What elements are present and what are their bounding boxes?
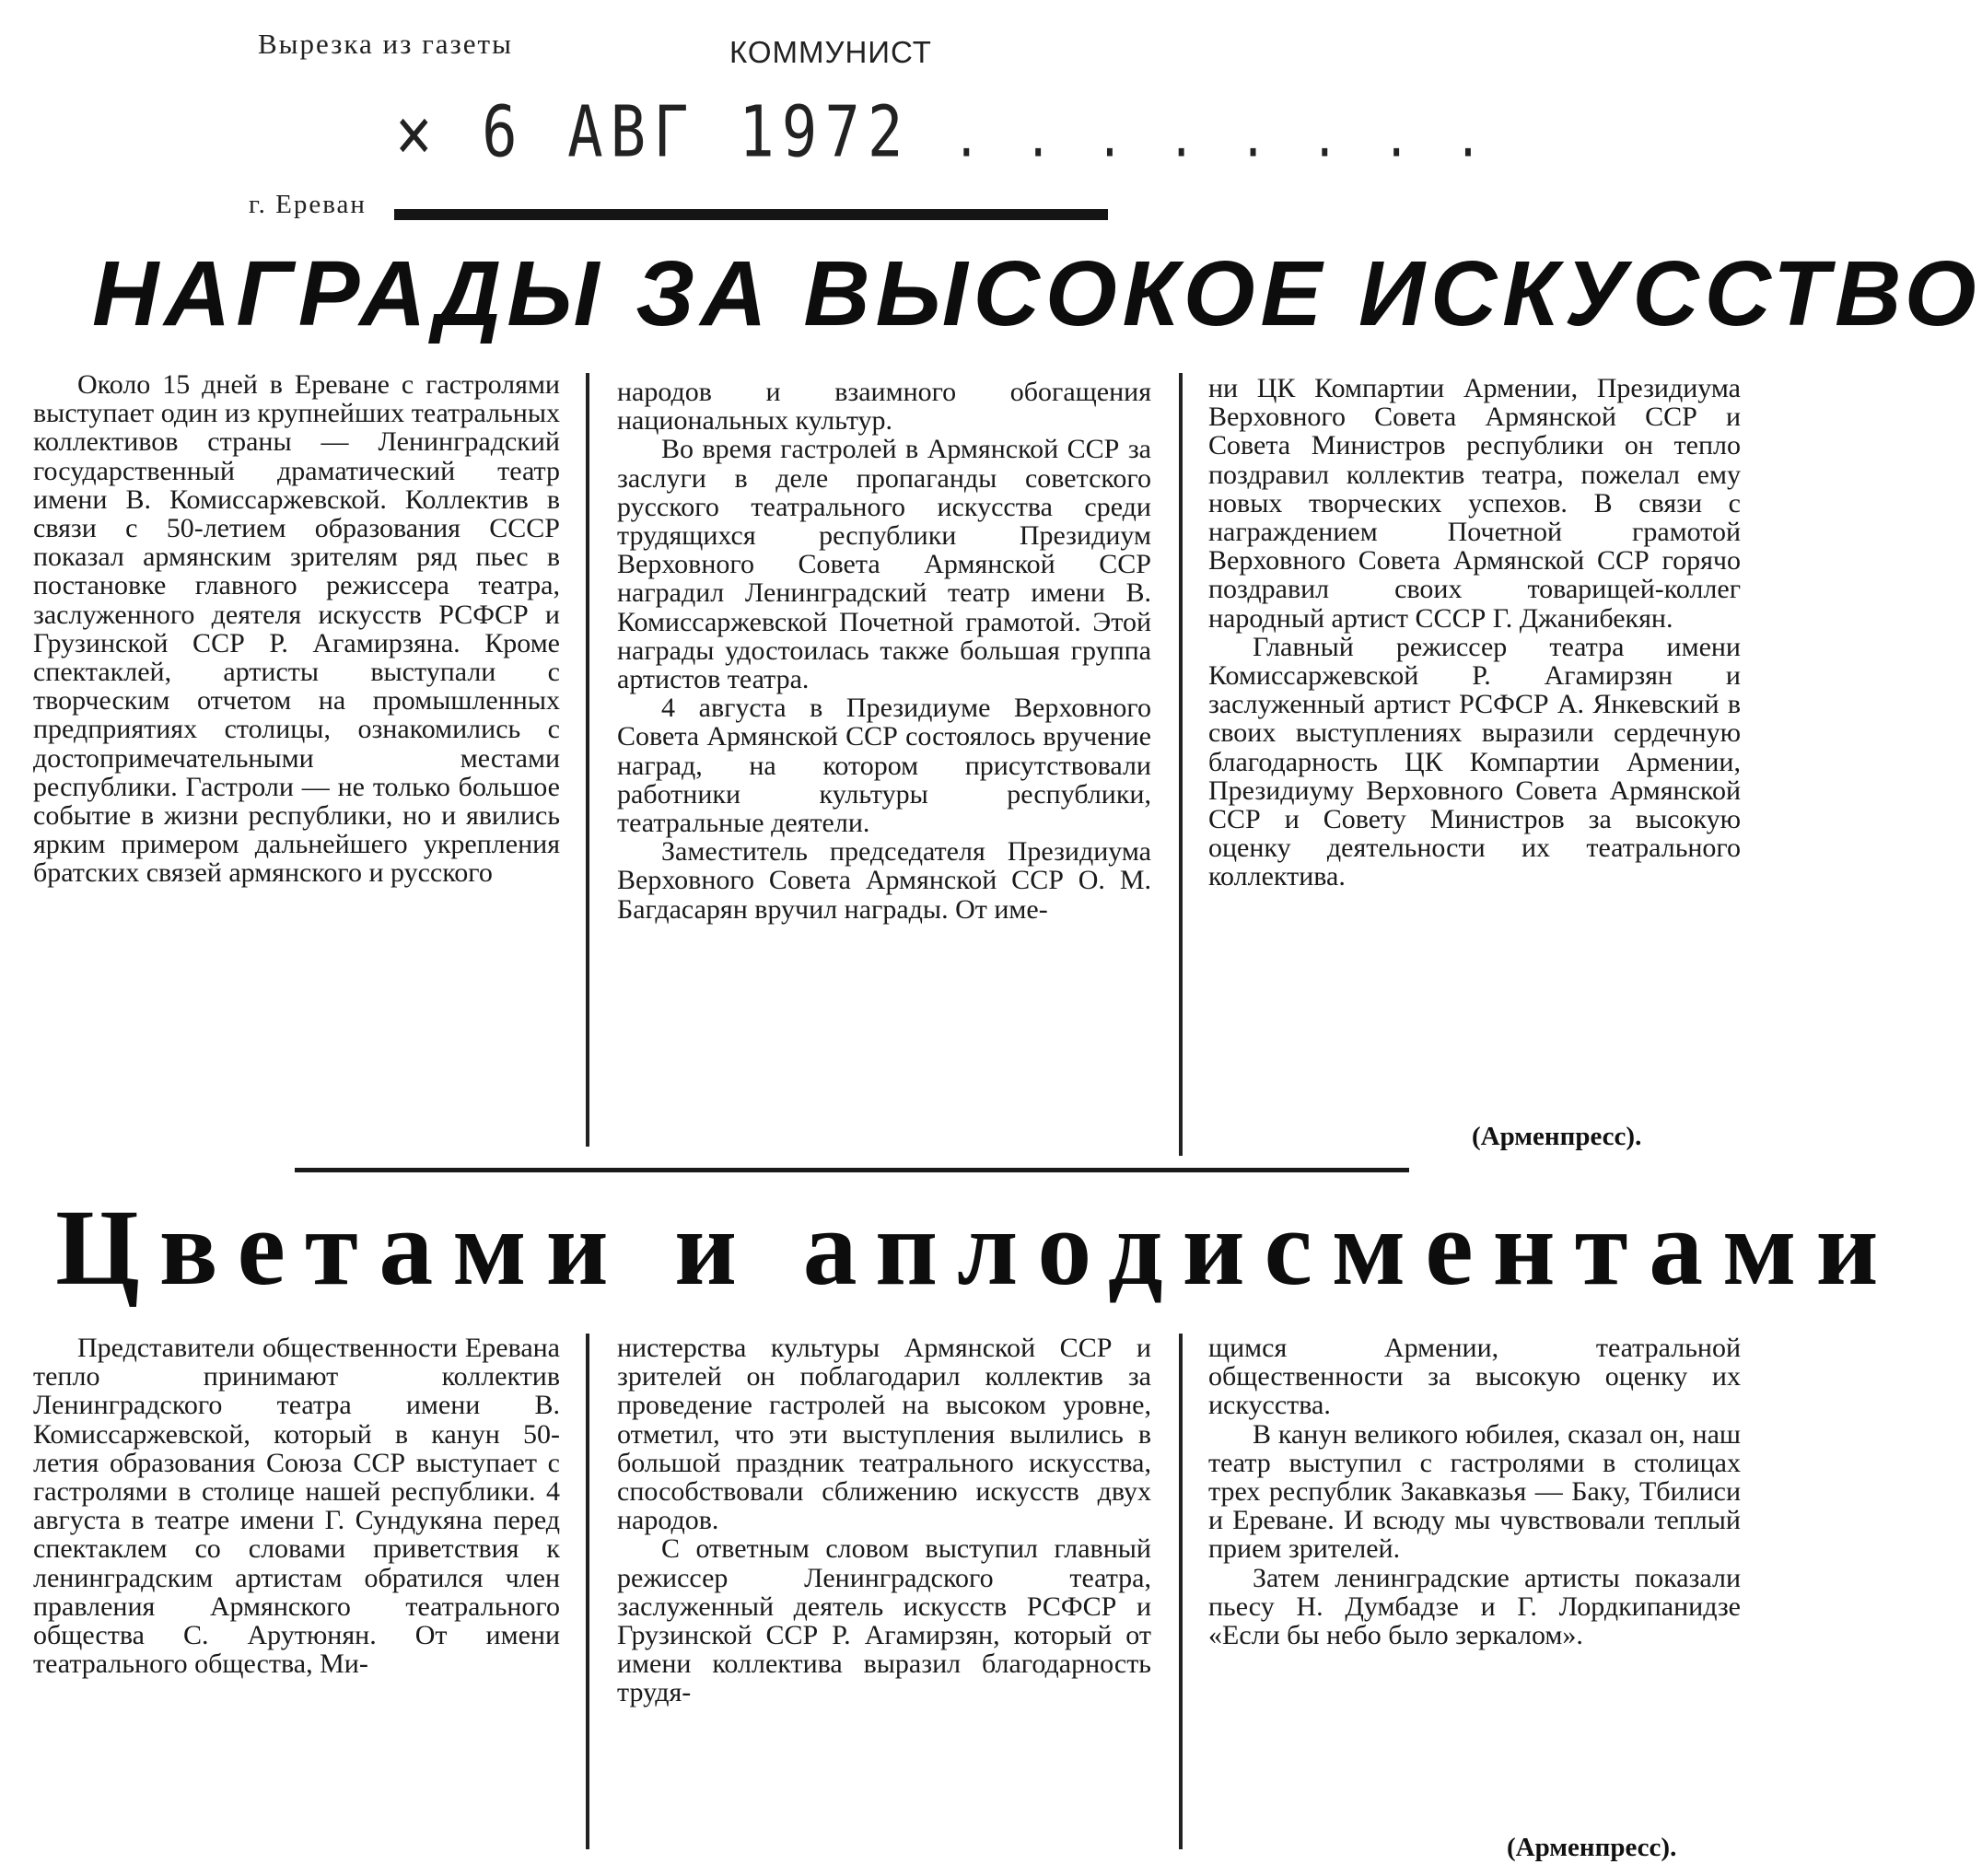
paragraph: Около 15 дней в Ереване с гастролями выступает один из крупнейших театральных коллективов страны — Ленинградский государственный драматический театр имени В. Комиссаржевской. Коллектив в связи с 50-летием образования СССР показал армянским зрителям ряд пьес в постановке главного режиссера театра, заслуженного деятеля искусств РСФСР и Грузинской ССР Р. Агамирзяна. Кроме спектаклей, артисты выступали с творческим отчетом на промышленных предприятиях столицы, ознакомились с достопримечательными местами республики. Гастроли — не только большое событие в жизни республики, но и явились ярким примером дальнейшего укрепления братских связей армянского и русского — [33, 369, 560, 889]
column-divider — [586, 373, 589, 1147]
article-2-credit: (Арменпресс). — [1507, 1833, 1677, 1862]
paragraph: народов и взаимного обогащения национальных культур. — [617, 377, 1151, 437]
clipping-label: Вырезка из газеты — [258, 28, 513, 60]
article-2-column-3 — [1208, 1334, 1741, 1649]
newspaper-name: КОММУНИСТ — [729, 35, 932, 69]
header-rule — [394, 209, 1108, 220]
paragraph: 4 августа в Президиуме Верховного Совета Армянской ССР состоялось вручение наград, на котором присутствовали работники культуры республики, театральные деятели. — [617, 693, 1151, 839]
article-2-column-2 — [617, 1334, 1151, 1707]
article-1-credit: (Арменпресс). — [1472, 1122, 1642, 1151]
paragraph: С ответным словом выступил главный режиссер Ленинградского театра, заслуженный деятель искусств РСФСР и Грузинской ССР Р. Агамирзян, который от имени коллектива выразил благодарность трудя- — [617, 1533, 1151, 1708]
date-stamp: ✕ 6 АВГ 1972 . . . . . . . . — [396, 92, 1491, 174]
article-1-column-3 — [1208, 374, 1741, 891]
column-divider — [1179, 373, 1183, 1156]
city-label: г. Ереван — [249, 190, 367, 219]
article-2-column-1 — [33, 1334, 560, 1678]
article-1-headline: НАГРАДЫ ЗА ВЫСОКОЕ ИСКУССТВО — [92, 242, 1982, 345]
paragraph: Главный режиссер театра имени Комиссаржевской Р. Агамирзян и заслуженный артист РСФСР А. Янкевский в своих выступлениях выразили сердечную благодарность ЦК Компартии Армении, Президиуму Верховного Совета Армянской ССР и Совету Министров за высокую оценку деятельности их театрального коллектива. — [1208, 631, 1741, 892]
paragraph: В канун великого юбилея, сказал он, наш театр выступил с гастролями в столицах трех республик Закавказья — Баку, Тбилиси и Ереване. И всюду мы чувствовали теплый прием зрителей. — [1208, 1418, 1741, 1565]
paragraph: Во время гастролей в Армянской ССР за заслуги в деле пропаганды советского русского театрального искусства среди трудящихся республики Президиум Верховного Совета Армянской ССР наградил Ленинградский театр имени В. Комиссаржевской Почетной грамотой. Этой награды удостоилась также большая группа артистов театра. — [617, 434, 1151, 695]
paragraph: нистерства культуры Армянской ССР и зрителей он поблагодарил коллектив за проведение гастролей на высоком уровне, отметил, что эти выступления вылились в большой праздник театрального искусства, способствовали сближению искусств двух народов. — [617, 1333, 1151, 1536]
column-divider — [1179, 1334, 1183, 1849]
article-1-column-1 — [33, 370, 560, 888]
date-dots: . . . . . . . . — [952, 107, 1491, 169]
article-separator — [295, 1168, 1409, 1172]
article-1-column-2 — [617, 378, 1151, 924]
paragraph: щимся Армении, театральной общественности за высокую оценку их искусства. — [1208, 1333, 1741, 1421]
paragraph: Затем ленинградские артисты показали пьесу Н. Думбадзе и Г. Лордкипанидзе «Если бы небо было зеркалом». — [1208, 1562, 1741, 1651]
paragraph: Заместитель председателя Президиума Верховного Совета Армянской ССР О. М. Багдасарян вручил награды. От име- — [617, 836, 1151, 925]
column-divider — [586, 1334, 589, 1849]
paragraph: ни ЦК Компартии Армении, Президиума Верховного Совета Армянской ССР и Совета Министров республики он тепло поздравил коллектив театра, пожелал ему новых творческих успехов. В связи с награждением Почетной грамотой Верховного Совета Армянской ССР горячо поздравил своих товарищей-коллег народный артист СССР Г. Джанибекян. — [1208, 373, 1741, 634]
paragraph: Представители общественности Еревана тепло принимают коллектив Ленинградского театра имени В. Комиссаржевской, который в канун 50-летия образования Союза ССР выступает с гастролями в столице нашей республики. 4 августа в театре имени Г. Сундукяна перед спектаклем со словами приветствия к ленинградским артистам обратился член правления Армянского театрального общества С. Арутюнян. От имени театрального общества, Ми- — [33, 1333, 560, 1680]
date-text: 6 АВГ 1972 — [482, 92, 911, 174]
article-2-headline: Цветами и аплодисментами — [55, 1187, 1898, 1308]
